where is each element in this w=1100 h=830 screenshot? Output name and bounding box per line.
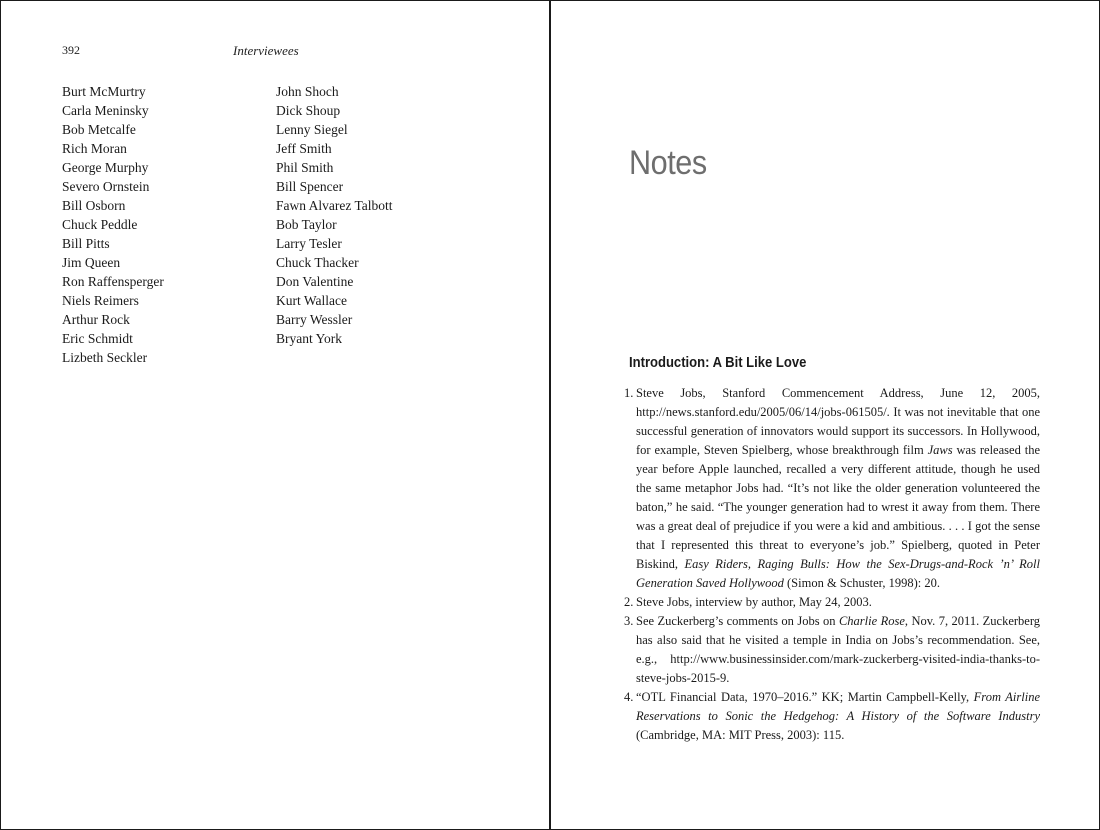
endnote-segment: “OTL Financial Data, 1970–2016.” KK; Martin Campbell-Kelly,: [636, 690, 974, 704]
interviewee-name: Kurt Wallace: [276, 293, 348, 308]
interviewee-name: George Murphy: [62, 160, 149, 175]
interviewee-name: Rich Moran: [62, 141, 127, 156]
endnote-number: 3.: [624, 614, 634, 628]
endnote-segment: (Cambridge, MA: MIT Press, 2003): 115.: [636, 728, 845, 742]
interviewee-name: Niels Reimers: [62, 293, 139, 308]
endnote-segment: , Nov. 7, 2011. Zuckerberg has also said that he visited a temple in India on Jobs’s recommendation. See, e.g., http://www.businessinsider.com/mark-zuckerberg-visited-india-thanks-to-steve-jobs-2015-9.: [636, 614, 1041, 685]
interviewee-name: John Shoch: [276, 84, 339, 99]
endnote: [624, 593, 1040, 612]
endnote-number: 1.: [624, 386, 634, 400]
endnote-text: [636, 690, 1040, 742]
endnote-italic-segment: Jaws: [927, 443, 953, 457]
endnote-segment: Steve Jobs, interview by author, May 24, 2003.: [636, 595, 872, 609]
interviewee-name: Bryant York: [276, 331, 343, 346]
endnote-italic-segment: From Airline Reservations to Sonic the Hedgehog: A History of the Software Industry: [636, 690, 1040, 723]
interviewee-name: Arthur Rock: [62, 312, 130, 327]
endnote-number: 2.: [624, 595, 634, 609]
endnote-italic-segment: Charlie Rose: [838, 614, 905, 628]
interviewee-name: Bill Spencer: [276, 179, 344, 194]
endnote-segment: was released the year before Apple launched, recalled a very different attitude, though he used the same metaphor Jobs had. “It’s not like the older generation volunteered the baton,” he said. “The younger generation had to wrest it away from them. There was a great deal of prejudice if you were a kid and ambitious. . . . I got the sense that I represented this threat to everyone’s job.” Spielberg, quoted in Peter Biskind,: [636, 443, 1040, 571]
endnote-number: 4.: [624, 690, 634, 704]
endnote-text: [636, 614, 1040, 685]
interviewee-name: Larry Tesler: [276, 236, 342, 251]
interviewee-name: Phil Smith: [276, 160, 334, 175]
interviewee-name: Bill Osborn: [62, 198, 126, 213]
endnote-segment: (Simon & Schuster, 1998): 20.: [783, 576, 940, 590]
endnote: [624, 612, 1041, 688]
interviewee-name: Lenny Siegel: [276, 122, 348, 137]
endnote-italic-segment: Easy Riders, Raging Bulls: How the Sex-Drugs-and-Rock ’n’ Roll Generation Saved Hollywood: [636, 557, 1040, 590]
running-head: Interviewees: [233, 43, 299, 58]
interviewee-name: Dick Shoup: [276, 103, 341, 118]
endnotes-list: [624, 384, 1041, 745]
right-page: [552, 1, 1100, 829]
endnote: [624, 688, 1040, 745]
interviewee-name: Bob Metcalfe: [62, 122, 136, 137]
interviewee-name: Ron Raffensperger: [62, 274, 164, 289]
interviewee-name: Fawn Alvarez Talbott: [276, 198, 393, 213]
interviewee-name: Eric Schmidt: [62, 331, 133, 346]
interviewee-name: Jim Queen: [62, 255, 121, 270]
interviewee-list-col2: [276, 82, 393, 348]
left-page: [1, 1, 550, 829]
interviewee-name: Carla Meninsky: [62, 103, 149, 118]
endnote-text: [636, 595, 872, 609]
endnote-text: [636, 386, 1040, 590]
interviewee-name: Barry Wessler: [276, 312, 353, 327]
interviewee-name: Chuck Peddle: [62, 217, 138, 232]
interviewee-name: Lizbeth Seckler: [62, 350, 148, 365]
interviewee-name: Don Valentine: [276, 274, 354, 289]
interviewee-name: Severo Ornstein: [62, 179, 150, 194]
interviewee-list-col1: [62, 82, 164, 367]
endnote: [624, 384, 1040, 593]
interviewee-name: Chuck Thacker: [276, 255, 359, 270]
endnote-segment: Steve Jobs, Stanford Commencement Address, June 12, 2005, http://news.stanford.edu/2005/06/14/jobs-061505/. It was not inevitable that one successful generation of innovators would support its successors. In Hollywood, for example, Steven Spielberg, whose breakthrough film: [636, 386, 1040, 457]
page-number: 392: [62, 43, 80, 57]
chapter-title: Notes: [629, 144, 707, 182]
interviewee-name: Bill Pitts: [62, 236, 110, 251]
interviewee-name: Burt McMurtry: [62, 84, 146, 99]
interviewee-name: Bob Taylor: [276, 217, 337, 232]
section-heading: Introduction: A Bit Like Love: [629, 355, 807, 371]
page-gutter-divider: [549, 1, 551, 829]
interviewee-name: Jeff Smith: [276, 141, 332, 156]
endnote-segment: See Zuckerberg’s comments on Jobs on: [636, 614, 839, 628]
